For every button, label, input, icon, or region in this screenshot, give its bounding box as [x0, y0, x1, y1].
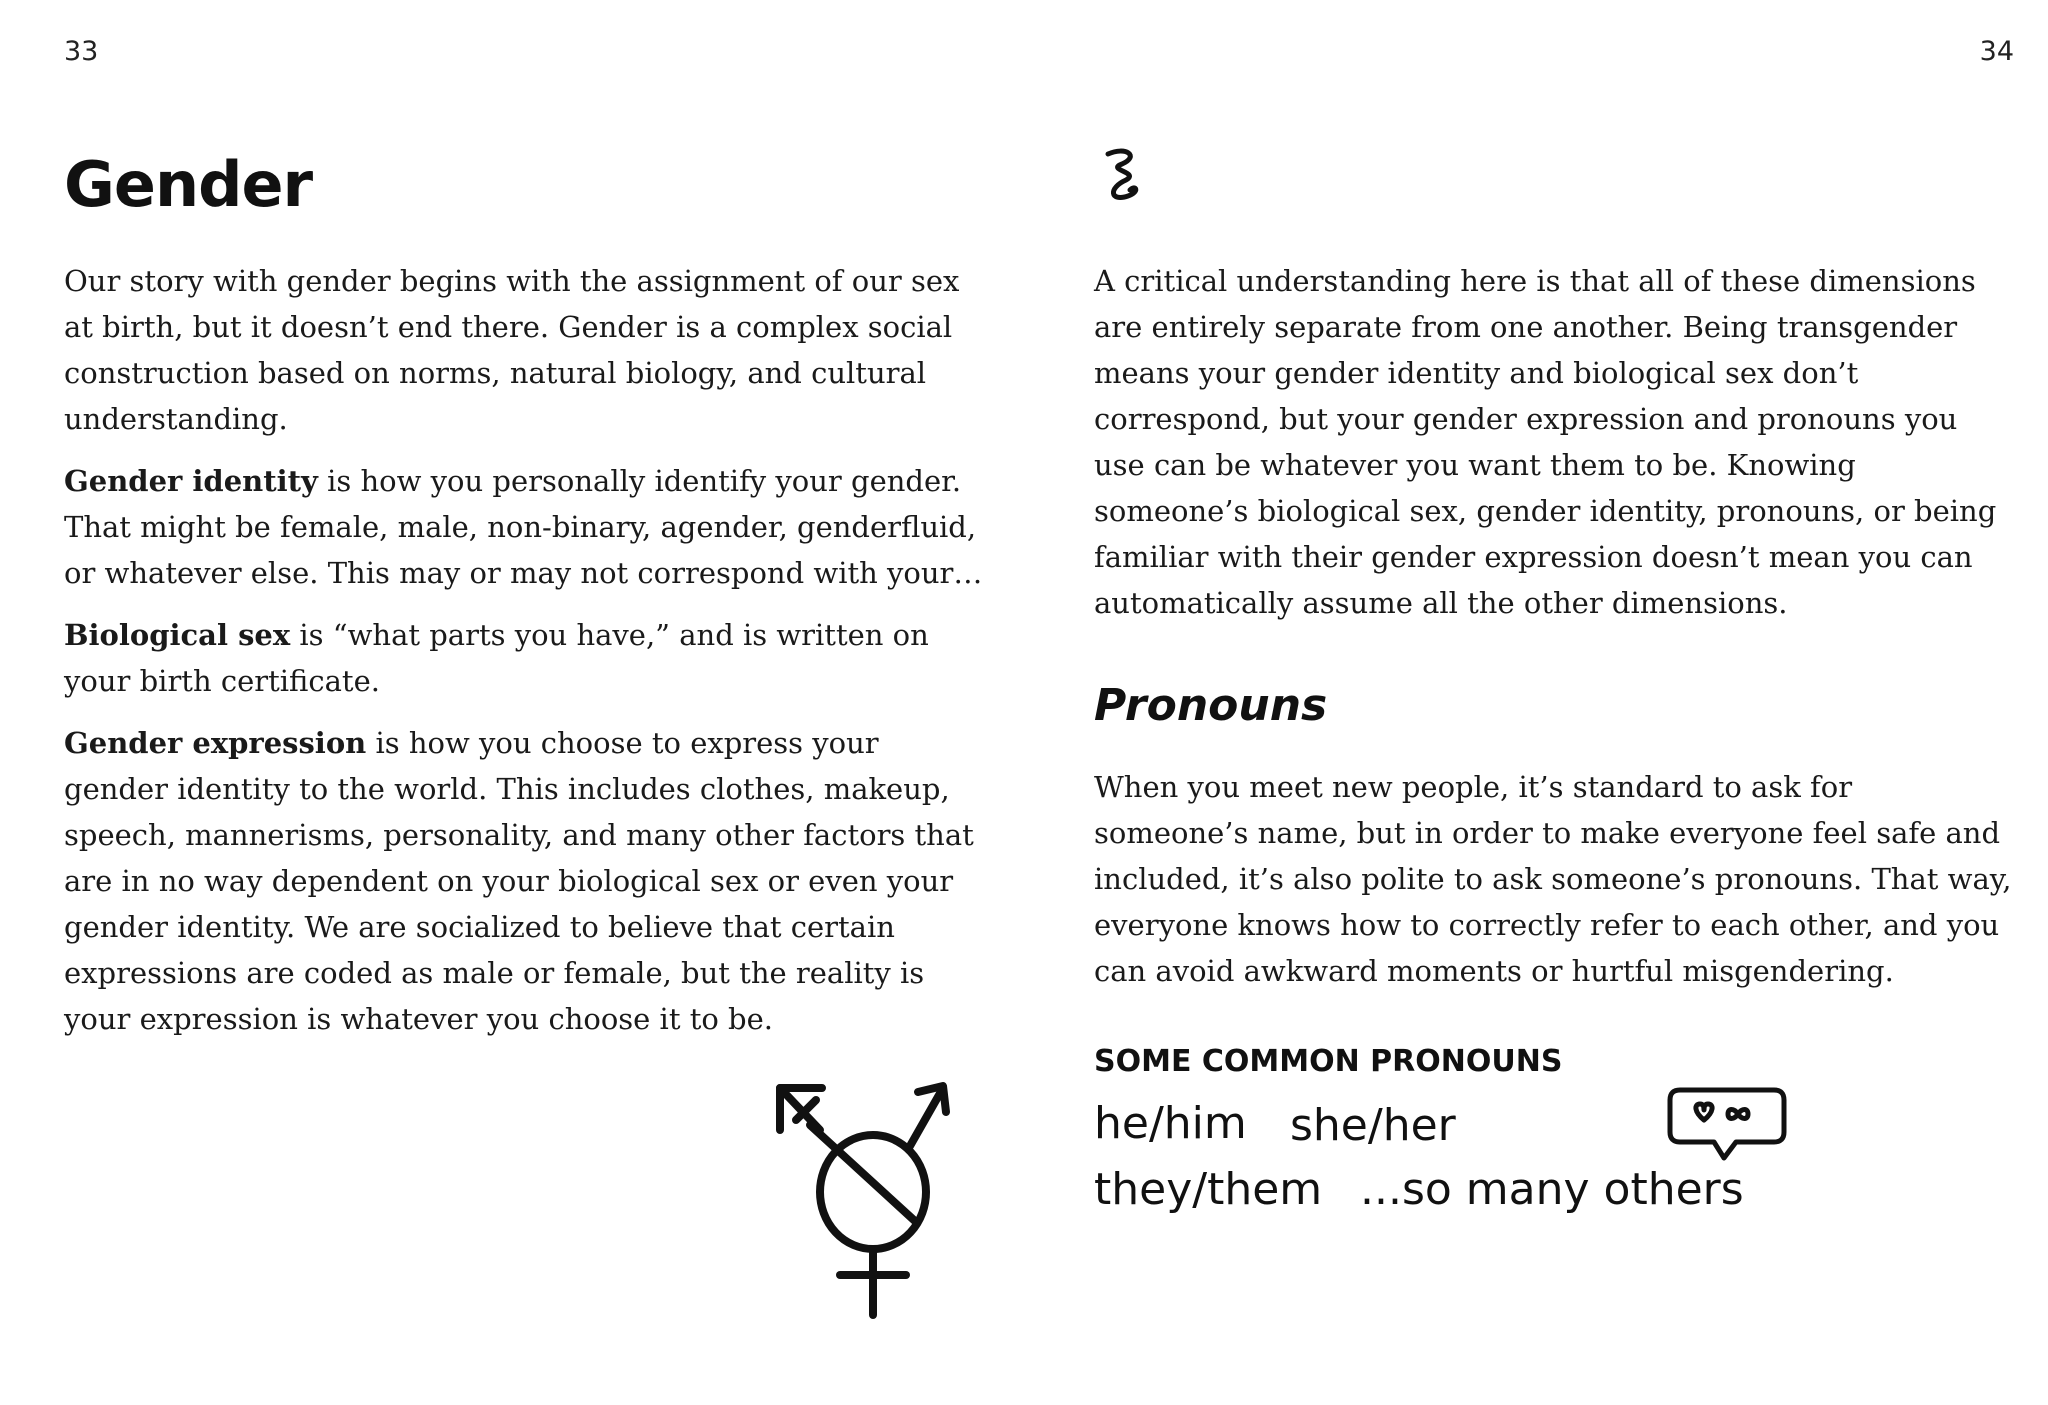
definition-gender-identity: [64, 458, 984, 596]
definition-gender-expression: [64, 720, 984, 1042]
pronoun-item: he/him: [1094, 1098, 1247, 1149]
definition-term: Biological sex: [64, 618, 291, 652]
pronouns-heading: Pronouns: [1094, 680, 1328, 731]
pronouns-body: [1094, 764, 2014, 1010]
definition-text: is how you choose to express your gender identity to the world. This includes clothes, makeup, speech, mannerisms, personality, and many other factors that are in no way dependent on your biological sex or even your gender identity. We are socialized to believe that certain expressions are coded as male or female, but the reality is your expression is whatever you choose it to be.: [64, 726, 974, 1036]
definition-text: is how you personally identify your gender. That might be female, male, non-binary, agender, genderfluid, or whatever else. This may or may not correspond with your…: [64, 464, 983, 590]
definition-term: Gender expression: [64, 726, 367, 760]
squiggle-icon: [1100, 146, 1146, 204]
definition-biological-sex: [64, 612, 984, 704]
speech-bubble-heart-icon: [1666, 1086, 1790, 1170]
pronouns-paragraph: When you meet new people, it’s standard to ask for someone’s name, but in order to make everyone feel safe and included, it’s also polite to ask someone’s pronouns. That way, everyone knows how to correctly refer to each other, and you can avoid awkward moments or hurtful misgendering.: [1094, 770, 2012, 988]
intro-paragraph: Our story with gender begins with the assignment of our sex at birth, but it doesn’t end there. Gender is a complex social construction based on norms, natural biology, and cultural understanding.: [64, 264, 960, 436]
definition-text: is “what parts you have,” and is written on your birth certificate.: [64, 618, 929, 698]
dimensions-paragraph: A critical understanding here is that all of these dimensions are entirely separate from one another. Being transgender means your gender identity and biological sex don’t correspond, but your gender expression and pronouns you use can be whatever you want them to be. Knowing someone’s biological sex, gender identity, pronouns, or being familiar with their gender expression doesn’t mean you can automatically assume all the other dimensions.: [1094, 264, 1997, 620]
common-pronouns-heading: SOME COMMON PRONOUNS: [1094, 1044, 1563, 1079]
right-body: [1094, 258, 2014, 642]
pronoun-item: she/her: [1290, 1100, 1456, 1151]
pronoun-item: ...so many others: [1360, 1164, 1744, 1215]
page-number-left: 33: [64, 36, 99, 67]
page-number-right: 34: [1979, 36, 2014, 67]
pronoun-item: they/them: [1094, 1164, 1323, 1215]
page-title: Gender: [64, 148, 313, 221]
left-body: [64, 258, 984, 1058]
transgender-symbol-icon: [758, 1070, 968, 1330]
definition-term: Gender identity: [64, 464, 318, 498]
